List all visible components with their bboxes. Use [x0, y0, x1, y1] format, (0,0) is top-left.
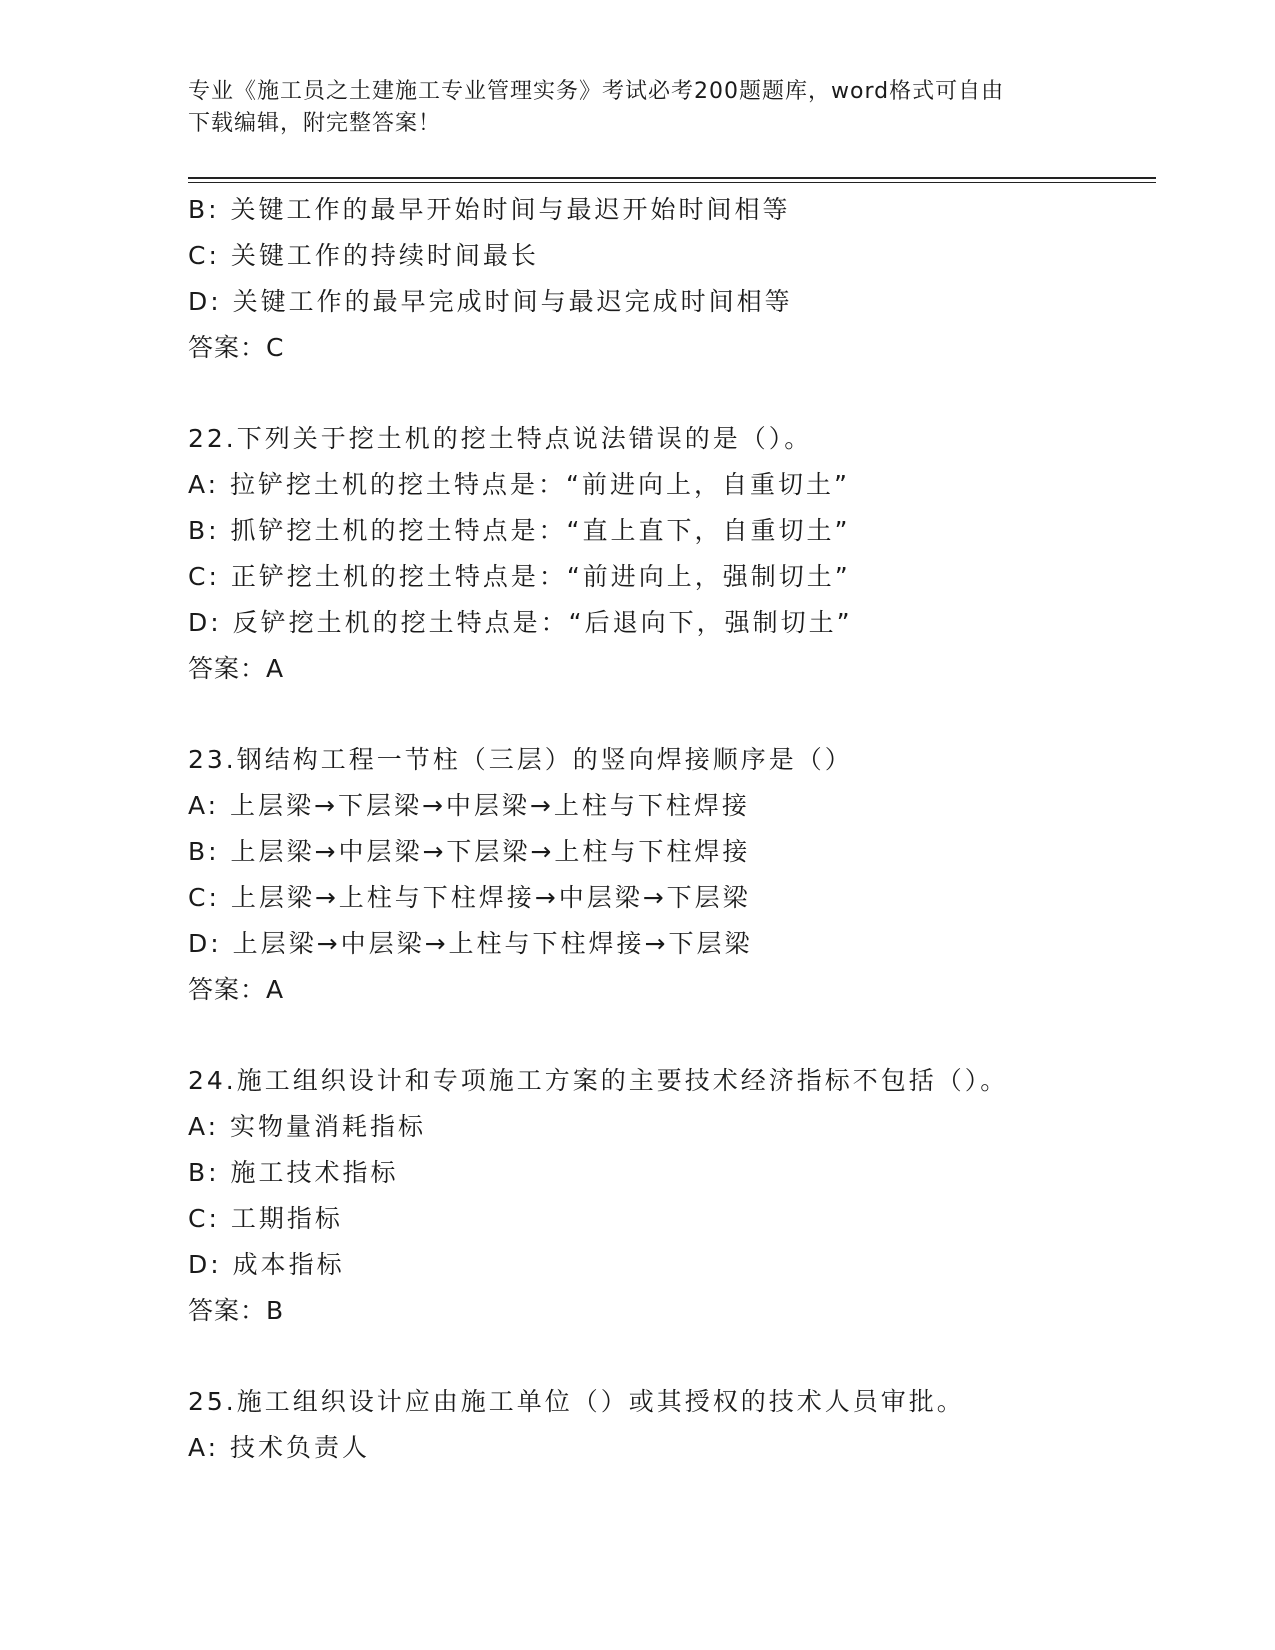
question-21-tail — [188, 187, 1148, 371]
header-divider-thin — [188, 182, 1156, 183]
answer: 答案：C — [188, 333, 285, 362]
option-c: C: 关键工作的持续时间最长 — [188, 241, 539, 270]
question-23 — [188, 737, 1148, 1013]
option-c: C: 正铲挖土机的挖土特点是：“前进向上，强制切土” — [188, 562, 851, 591]
header-title-line-2: 下载编辑，附完整答案！ — [188, 111, 442, 136]
option-b: B: 施工技术指标 — [188, 1158, 399, 1187]
option-b: B: 抓铲挖土机的挖土特点是：“直上直下，自重切土” — [188, 516, 851, 545]
header-divider — [188, 177, 1156, 179]
option-a: A: 拉铲挖土机的挖土特点是：“前进向上，自重切土” — [188, 470, 850, 499]
question-stem: 24.施工组织设计和专项施工方案的主要技术经济指标不包括（）。 — [188, 1066, 1009, 1095]
option-d: D: 反铲挖土机的挖土特点是：“后退向下，强制切土” — [188, 608, 853, 637]
option-d: D: 关键工作的最早完成时间与最迟完成时间相等 — [188, 287, 793, 316]
header-title-line-1: 专业《施工员之土建施工专业管理实务》考试必考200题题库，word格式可自由 — [188, 79, 1005, 104]
document-header — [188, 76, 1088, 140]
option-b: B: 关键工作的最早开始时间与最迟开始时间相等 — [188, 195, 791, 224]
option-a: A: 技术负责人 — [188, 1433, 371, 1462]
option-d: D: 成本指标 — [188, 1250, 345, 1279]
option-a: A: 上层梁→下层梁→中层梁→上柱与下柱焊接 — [188, 791, 750, 820]
question-24 — [188, 1058, 1148, 1334]
question-25 — [188, 1379, 1148, 1471]
option-d: D: 上层梁→中层梁→上柱与下柱焊接→下层梁 — [188, 929, 753, 958]
question-22 — [188, 416, 1148, 692]
option-a: A: 实物量消耗指标 — [188, 1112, 427, 1141]
question-stem: 23.钢结构工程一节柱（三层）的竖向焊接顺序是（） — [188, 745, 853, 774]
option-c: C: 上层梁→上柱与下柱焊接→中层梁→下层梁 — [188, 883, 751, 912]
option-b: B: 上层梁→中层梁→下层梁→上柱与下柱焊接 — [188, 837, 751, 866]
option-c: C: 工期指标 — [188, 1204, 343, 1233]
question-list — [188, 187, 1148, 1471]
question-stem: 25.施工组织设计应由施工单位（）或其授权的技术人员审批。 — [188, 1387, 965, 1416]
answer: 答案：B — [188, 1296, 285, 1325]
answer: 答案：A — [188, 654, 285, 683]
question-stem: 22.下列关于挖土机的挖土特点说法错误的是（）。 — [188, 424, 813, 453]
answer: 答案：A — [188, 975, 285, 1004]
